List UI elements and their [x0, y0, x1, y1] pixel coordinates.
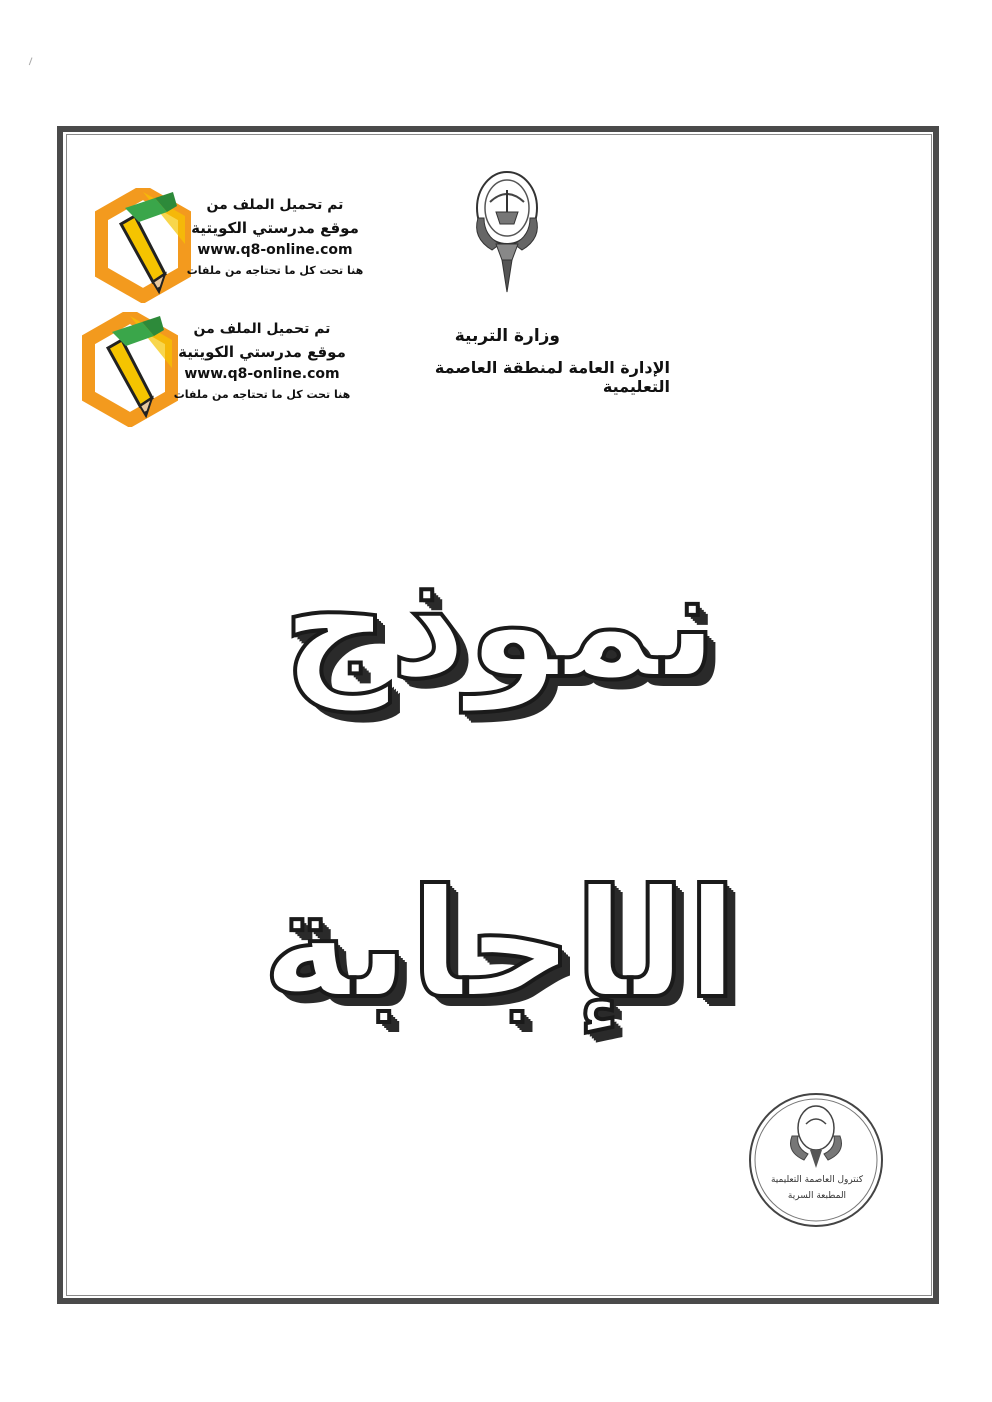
badge-line1: تم تحميل الملف من — [206, 197, 344, 213]
stamp-line2: المطبعة السرية — [787, 1191, 847, 1201]
ministry-name: وزارة التربية — [454, 326, 560, 346]
kuwait-emblem-icon — [470, 168, 544, 296]
badge-line4: هنا تحت كل ما تحتاجه من ملفات — [186, 264, 364, 277]
download-badge[interactable] — [82, 312, 357, 427]
badge-line2: موقع مدرستي الكويتية — [178, 343, 346, 361]
title-line-2: الإجابة — [262, 858, 738, 1032]
badge-url[interactable]: www.q8-online.com — [197, 242, 353, 258]
directorate-name: الإدارة العامة لمنطقة العاصمة التعليمية — [434, 358, 670, 396]
pencil-hexagon-logo-icon — [95, 188, 191, 303]
ministry-header — [380, 326, 670, 396]
pencil-hexagon-logo-icon — [82, 312, 178, 427]
badge-line4: هنا تحت كل ما تحتاجه من ملفات — [173, 388, 351, 401]
scan-mark — [29, 57, 36, 66]
badge-text — [172, 318, 352, 406]
badge-text — [185, 194, 365, 282]
kuwait-emblem-stamp-icon — [746, 1090, 886, 1230]
badge-url[interactable]: www.q8-online.com — [184, 366, 340, 382]
badge-line2: موقع مدرستي الكويتية — [191, 219, 359, 237]
title-line-1: نموذج — [281, 538, 718, 712]
download-badge[interactable] — [95, 188, 370, 303]
stamp-text — [762, 1172, 872, 1204]
badge-line1: تم تحميل الملف من — [193, 321, 331, 337]
stamp-line1: كنترول العاصمة التعليمية — [770, 1175, 864, 1185]
